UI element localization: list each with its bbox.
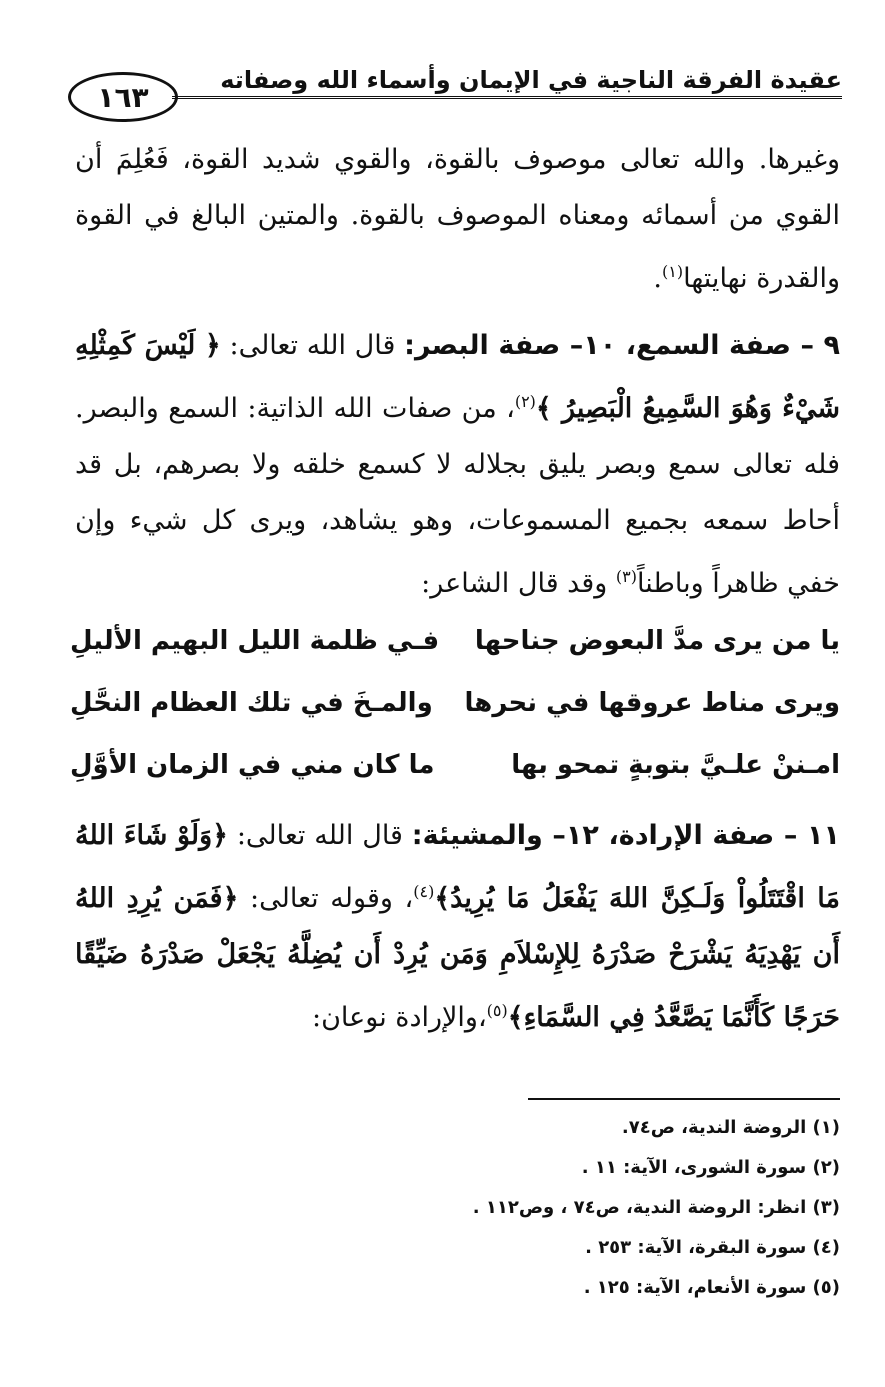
paragraph-strength [75, 132, 840, 307]
quran-verse: ﴿وَلَوْ شَاءَ اللهُ مَا اقْتَتَلُواْ وَلَـكِنَّ اللهَ يَفْعَلُ مَا يُرِيدُ﴾ [75, 820, 840, 914]
poem-hemistich-second: فـي ظلمة الليل البهيم الأليلِ [70, 626, 440, 656]
poem-hemistich-first: امـننْ علـيَّ بتوبةٍ تمحو بها [511, 750, 840, 780]
mid-text: ، وقوله تعالى: [238, 883, 414, 914]
footnote: (٥) سورة الأنعام، الآية: ١٢٥ . [583, 1277, 840, 1298]
footnote-ref: (٣) [615, 567, 637, 586]
poem-hemistich-second: والمـخَ في تلك العظام النحَّلِ [70, 688, 433, 718]
poem-hemistich-first: ويرى مناط عروقها في نحرها [464, 688, 840, 718]
paragraph-text: ، من صفات الله الذاتية: السمع والبصر. فله تعالى سمع وبصر يليق بجلاله لا كسمع خلقه ولا بصرهم، بل قد أحاط سمعه بجميع المسموعات، وهو يشاهد، ويرى كل شيء وإن خفي ظاهراً وباطناً [75, 393, 840, 599]
footnote-ref: (١) [662, 262, 684, 281]
header-rule [172, 96, 842, 103]
footnote: (٢) سورة الشورى، الآية: ١١ . [581, 1157, 840, 1178]
poem [70, 610, 840, 796]
section-heading: ٩ – صفة السمع، ١٠– صفة البصر: [404, 330, 840, 361]
intro-text: قال الله تعالى: [220, 330, 405, 361]
poem-verse [70, 672, 840, 734]
section-heading: ١١ – صفة الإرادة، ١٢– والمشيئة: [411, 820, 840, 851]
poem-hemistich-second: ما كان مني في الزمان الأوَّلِ [70, 750, 435, 780]
paragraph-will [75, 808, 840, 1046]
paragraph-end: وقد قال الشاعر: [421, 568, 616, 599]
footnote-ref: (٢) [514, 392, 536, 411]
footnote-ref: (٤) [413, 882, 435, 901]
poem-verse [70, 734, 840, 796]
quran-verse: ﴿ لَيْسَ كَمِثْلِهِ شَيْءٌ وَهُوَ السَّمِيعُ الْبَصِيرُ ﴾ [75, 330, 840, 424]
page-number: ١٦٣ [68, 72, 178, 122]
running-title: عقيدة الفرقة الناجية في الإيمان وأسماء الله وصفاته [220, 66, 842, 94]
footnote: (٤) سورة البقرة، الآية: ٢٥٣ . [585, 1237, 840, 1258]
poem-hemistich-first: يا من يرى مدَّ البعوض جناحها [474, 626, 840, 656]
footnote-separator [528, 1098, 840, 1100]
paragraph-hearing-sight [75, 318, 840, 612]
footnote: (٣) انظر: الروضة الندية، ص٧٤ ، وص١١٢ . [472, 1197, 840, 1218]
footnotes [473, 1108, 840, 1308]
intro-text: قال الله تعالى: [228, 820, 412, 851]
page-header [68, 66, 842, 132]
footnote-ref: (٥) [486, 1001, 508, 1020]
paragraph-end: . [653, 263, 663, 294]
quran-verse: ﴿فَمَن يُرِدِ اللهُ أَن يَهْدِيَهُ يَشْرَحْ صَدْرَهُ لِلإِسْلاَمِ وَمَن يُرِدْ أَن يُضِلَّهُ يَجْعَلْ صَدْرَهُ ضَيِّقًا حَرَجًا كَأَنَّمَا يَصَّعَّدُ فِي السَّمَاءِ﴾ [75, 883, 840, 1033]
poem-verse [70, 610, 840, 672]
footnote: (١) الروضة الندية، ص٧٤. [621, 1117, 840, 1138]
paragraph-text: وغيرها. والله تعالى موصوف بالقوة، والقوي شديد القوة، فَعُلِمَ أن القوي من أسمائه ومعناه الموصوف بالقوة. والمتين البالغ في القوة والقدرة نهايتها [75, 144, 840, 294]
paragraph-end: ،والإرادة نوعان: [311, 1002, 487, 1033]
